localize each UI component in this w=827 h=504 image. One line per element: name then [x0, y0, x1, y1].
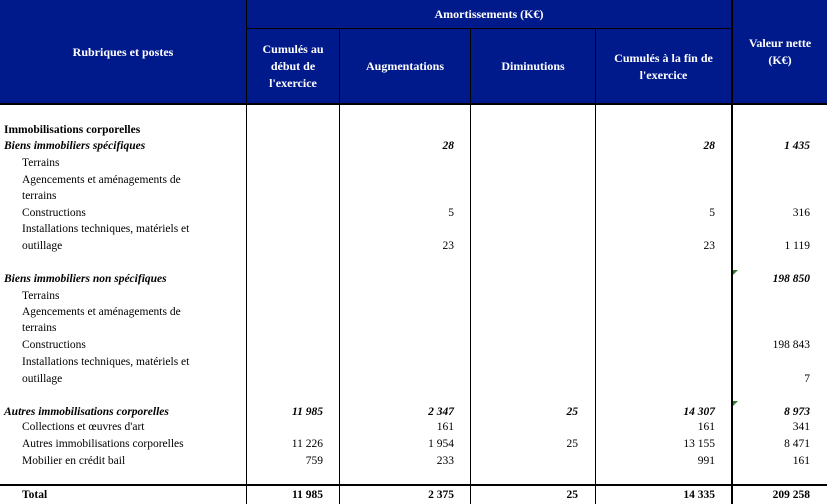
- row-label: Terrains: [22, 157, 60, 169]
- cell-fin: [596, 387, 715, 403]
- cell-vn: [733, 387, 810, 403]
- cell-aug: 5: [448, 207, 454, 219]
- header-divider: [595, 28, 596, 104]
- cell-debut: 11 985: [292, 406, 323, 418]
- cell-fin: [596, 320, 715, 336]
- row-label: terrains: [22, 322, 57, 334]
- cell-aug: [340, 387, 454, 403]
- cell-aug: [340, 354, 454, 370]
- cell-vn: 1 119: [784, 240, 810, 252]
- total-label: Total: [22, 489, 48, 501]
- cell-dim: [471, 320, 578, 336]
- cell-fin: 991: [697, 455, 715, 467]
- cell-fin: 14 307: [683, 406, 715, 418]
- total-fin: 14 335: [683, 489, 715, 501]
- cell-aug: [340, 271, 454, 287]
- cell-vn: 161: [792, 455, 810, 467]
- cell-aug: [340, 172, 454, 188]
- cell-dim: [471, 271, 578, 287]
- header-cumules-fin: Cumulés à la fin de l'exercice: [596, 29, 731, 104]
- header-divider: [731, 0, 733, 104]
- cell-aug: [340, 337, 454, 353]
- cell-vn: [733, 155, 810, 171]
- cell-dim: [471, 255, 578, 271]
- cell-fin: 161: [697, 421, 715, 433]
- cell-fin: 28: [703, 140, 715, 152]
- cell-dim: [471, 387, 578, 403]
- cell-vn: 198 850: [772, 273, 810, 285]
- cell-dim: [471, 419, 578, 435]
- cell-aug: 233: [436, 455, 454, 467]
- cell-fin: 23: [703, 240, 715, 252]
- cell-debut: [247, 354, 323, 370]
- cell-debut: 759: [305, 455, 323, 467]
- cell-aug: [340, 371, 454, 387]
- cell-dim: [471, 205, 578, 221]
- cell-dim: [471, 304, 578, 320]
- cell-aug: 2 347: [428, 406, 454, 418]
- cell-dim: [471, 453, 578, 469]
- cell-dim: 25: [566, 406, 578, 418]
- cell-vn: [733, 288, 810, 304]
- cell-dim: [471, 288, 578, 304]
- cell-debut: [247, 304, 323, 320]
- cell-dim: [471, 221, 578, 237]
- cell-aug: 161: [436, 421, 454, 433]
- header-group-title: Amortissements (K€): [247, 0, 731, 28]
- header-diminutions: Diminutions: [471, 29, 595, 104]
- total-diminutions: 25: [566, 489, 578, 501]
- cell-fin: [596, 304, 715, 320]
- cell-debut: [247, 155, 323, 171]
- cell-dim: [471, 371, 578, 387]
- cell-fin: [596, 255, 715, 271]
- cell-fin: [596, 221, 715, 237]
- cell-fin: [596, 155, 715, 171]
- row-label: outillage: [22, 240, 63, 252]
- cell-aug: [340, 188, 454, 204]
- cell-vn: [733, 320, 810, 336]
- cell-dim: [471, 155, 578, 171]
- cell-fin: 13 155: [683, 438, 715, 450]
- cell-debut: [247, 371, 323, 387]
- cell-debut: [247, 255, 323, 271]
- cell-dim: [471, 238, 578, 254]
- cell-aug: [340, 288, 454, 304]
- cell-debut: [247, 320, 323, 336]
- cell-aug: [340, 255, 454, 271]
- cell-fin: 5: [709, 207, 715, 219]
- row-label: Biens immobiliers spécifiques: [4, 140, 146, 152]
- row-label: Constructions: [22, 207, 86, 219]
- cell-vn: [733, 122, 810, 138]
- row-label: Collections et œuvres d'art: [22, 421, 145, 433]
- cell-vn: 341: [792, 421, 810, 433]
- cell-debut: [247, 205, 323, 221]
- cell-vn: 316: [792, 207, 810, 219]
- cell-debut: [247, 172, 323, 188]
- header-divider: [246, 28, 732, 29]
- cell-vn: 1 435: [784, 140, 810, 152]
- cell-debut: [247, 288, 323, 304]
- cell-dim: [471, 354, 578, 370]
- cell-debut: [247, 122, 323, 138]
- cell-vn: [733, 304, 810, 320]
- cell-dim: [471, 138, 578, 154]
- cell-aug: [340, 221, 454, 237]
- cell-dim: 25: [566, 438, 578, 450]
- cell-debut: [247, 271, 323, 287]
- header-divider: [246, 0, 247, 104]
- cell-vn: 198 843: [772, 339, 810, 351]
- header-valeur-nette: Valeur nette (K€): [733, 0, 827, 104]
- row-label: Agencements et aménagements de: [22, 306, 181, 318]
- cell-debut: [247, 221, 323, 237]
- row-label: terrains: [22, 190, 57, 202]
- row-label: Autres immobilisations corporelles: [22, 438, 184, 450]
- cell-fin: [596, 337, 715, 353]
- row-label: Constructions: [22, 339, 86, 351]
- cell-vn: 8 471: [784, 438, 810, 450]
- total-debut: 11 985: [292, 489, 323, 501]
- cell-vn: 7: [804, 373, 810, 385]
- total-augmentations: 2 375: [428, 489, 454, 501]
- header-cumules-debut: Cumulés au début de l'exercice: [247, 29, 339, 104]
- cell-fin: [596, 172, 715, 188]
- cell-vn: [733, 255, 810, 271]
- row-label: Biens immobiliers non spécifiques: [4, 273, 167, 285]
- total-valeur-nette: 209 258: [772, 489, 810, 501]
- cell-fin: [596, 122, 715, 138]
- cell-debut: [247, 419, 323, 435]
- cell-debut: [247, 337, 323, 353]
- cell-aug: [340, 320, 454, 336]
- header-divider: [470, 28, 471, 104]
- row-label: Autres immobilisations corporelles: [4, 406, 169, 418]
- header-rubriques: Rubriques et postes: [0, 0, 246, 104]
- cell-vn: 8 973: [784, 406, 810, 418]
- cell-vn: [733, 221, 810, 237]
- cell-aug: [340, 155, 454, 171]
- cell-dim: [471, 188, 578, 204]
- row-label: Installations techniques, matériels et: [22, 356, 190, 368]
- cell-dim: [471, 337, 578, 353]
- header-bottom-border: [0, 103, 827, 105]
- cell-aug: [340, 304, 454, 320]
- cell-fin: [596, 288, 715, 304]
- cell-fin: [596, 271, 715, 287]
- cell-debut: [247, 387, 323, 403]
- cell-dim: [471, 122, 578, 138]
- cell-vn: [733, 172, 810, 188]
- row-label: Terrains: [22, 290, 60, 302]
- cell-dim: [471, 172, 578, 188]
- row-label: Mobilier en crédit bail: [22, 455, 126, 467]
- cell-aug: 28: [442, 140, 454, 152]
- cell-fin: [596, 188, 715, 204]
- cell-fin: [596, 354, 715, 370]
- cell-debut: 11 226: [291, 438, 323, 450]
- cell-aug: 23: [442, 240, 454, 252]
- cell-debut: [247, 188, 323, 204]
- cell-aug: [340, 122, 454, 138]
- cell-aug: 1 954: [428, 438, 454, 450]
- total-separator: [0, 484, 827, 486]
- row-label: Immobilisations corporelles: [4, 124, 141, 136]
- header-augmentations: Augmentations: [340, 29, 470, 104]
- cell-vn: [733, 188, 810, 204]
- cell-debut: [247, 238, 323, 254]
- cell-fin: [596, 371, 715, 387]
- header-divider: [339, 28, 340, 104]
- row-label: Installations techniques, matériels et: [22, 223, 190, 235]
- cell-debut: [247, 138, 323, 154]
- cell-vn: [733, 354, 810, 370]
- row-label: outillage: [22, 373, 63, 385]
- row-label: Agencements et aménagements de: [22, 174, 181, 186]
